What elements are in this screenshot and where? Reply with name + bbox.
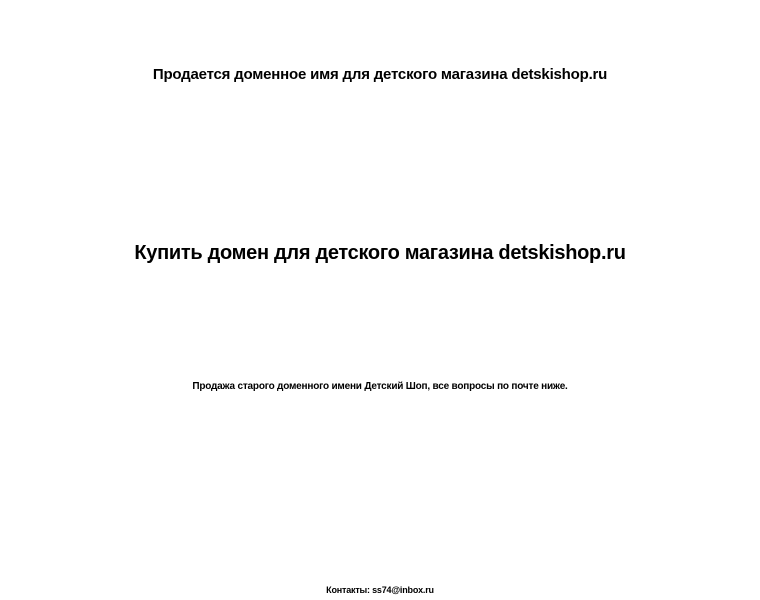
sale-heading: Продается доменное имя для детского магазина detskishop.ru <box>152 66 608 83</box>
contacts-email-link[interactable]: ss74@inbox.ru <box>372 585 434 595</box>
contacts-label: Контакты: <box>326 585 370 595</box>
buy-domain-heading: Купить домен для детского магазина detskishop.ru <box>134 242 626 264</box>
description-text: Продажа старого доменного имени Детский Шоп, все вопросы по почте ниже. <box>192 381 568 392</box>
contacts-line <box>0 585 760 595</box>
